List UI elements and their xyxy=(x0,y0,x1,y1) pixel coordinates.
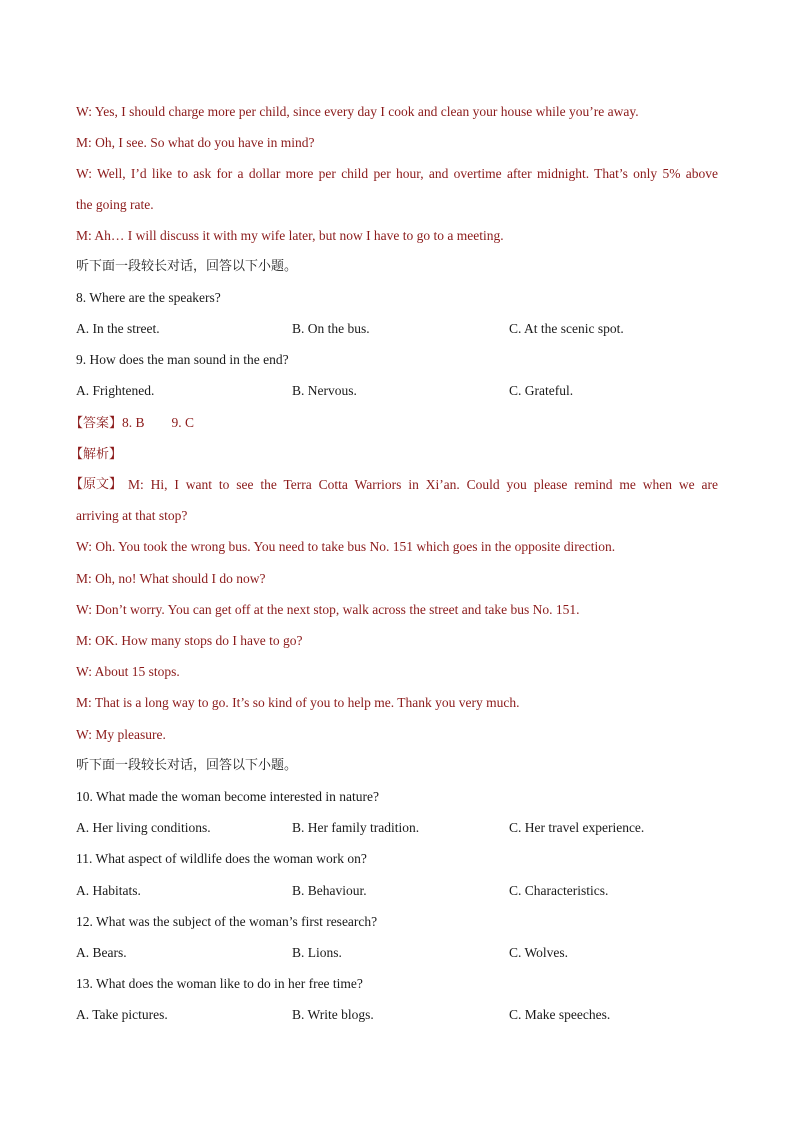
option-b: B. On the bus. xyxy=(292,321,370,336)
question-stem: 9. How does the man sound in the end? xyxy=(76,352,289,367)
dialogue-line: W: Don’t worry. You can get off at the next stop, walk across the street and take bus No. 151. xyxy=(76,602,580,617)
question-stem: 13. What does the woman like to do in her free time? xyxy=(76,976,363,991)
question-stem: 10. What made the woman become interested in nature? xyxy=(76,789,380,804)
question-stem: 11. What aspect of wildlife does the woman work on? xyxy=(76,851,367,866)
dialogue-line: W: Well, I’d like to ask for a dollar more per child per hour, and overtime after midnight. That’s only 5% above xyxy=(76,166,718,181)
option-c: C. Grateful. xyxy=(509,383,574,398)
dialogue-line: W: My pleasure. xyxy=(76,727,166,742)
option-c: C. Her travel experience. xyxy=(509,820,645,835)
section-heading: 听下面一段较长对话，回答以下小题。 xyxy=(76,259,298,274)
dialogue-line: M: Ah… I will discuss it with my wife later, but now I have to go to a meeting. xyxy=(76,228,504,243)
dialogue-line: W: Yes, I should charge more per child, since every day I cook and clean your house while you’re away. xyxy=(76,104,639,119)
original-label: 【原文】 xyxy=(70,477,123,492)
option-a: A. Frightened. xyxy=(76,383,155,398)
dialogue-line: arriving at that stop? xyxy=(76,508,188,523)
dialogue-line: M: That is a long way to go. It’s so kind of you to help me. Thank you very much. xyxy=(76,695,520,710)
section-heading: 听下面一段较长对话，回答以下小题。 xyxy=(76,758,298,773)
dialogue-line: M: Oh, no! What should I do now? xyxy=(76,571,266,586)
option-b: B. Her family tradition. xyxy=(292,820,420,835)
option-b: B. Nervous. xyxy=(292,383,357,398)
dialogue-line: the going rate. xyxy=(76,197,154,212)
answer-line xyxy=(70,414,712,433)
original-text: M: Hi, I want to see the Terra Cotta Warriors in Xi’an. Could you please remind me when we are xyxy=(128,477,718,492)
option-c: C. Make speeches. xyxy=(509,1007,611,1022)
dialogue-line: W: About 15 stops. xyxy=(76,664,180,679)
option-c: C. Wolves. xyxy=(509,945,569,960)
analysis-label: 【解析】 xyxy=(70,447,123,462)
question-stem: 8. Where are the speakers? xyxy=(76,290,221,305)
option-b: B. Behaviour. xyxy=(292,883,367,898)
option-c: C. At the scenic spot. xyxy=(509,321,624,336)
option-c: C. Characteristics. xyxy=(509,883,609,898)
answer-text: 8. B 9. C xyxy=(122,415,195,430)
question-stem: 12. What was the subject of the woman’s first research? xyxy=(76,914,378,929)
option-a: A. In the street. xyxy=(76,321,160,336)
answer-label: 【答案】 xyxy=(70,416,123,431)
analysis-line xyxy=(70,445,712,464)
option-b: B. Write blogs. xyxy=(292,1007,374,1022)
option-a: A. Take pictures. xyxy=(76,1007,168,1022)
option-a: A. Habitats. xyxy=(76,883,141,898)
dialogue-line: W: Oh. You took the wrong bus. You need to take bus No. 151 which goes in the opposite direction. xyxy=(76,539,616,554)
dialogue-line: M: Oh, I see. So what do you have in mind? xyxy=(76,135,315,150)
option-a: A. Her living conditions. xyxy=(76,820,211,835)
original-line xyxy=(70,476,718,494)
option-b: B. Lions. xyxy=(292,945,342,960)
option-a: A. Bears. xyxy=(76,945,127,960)
dialogue-line: M: OK. How many stops do I have to go? xyxy=(76,633,303,648)
